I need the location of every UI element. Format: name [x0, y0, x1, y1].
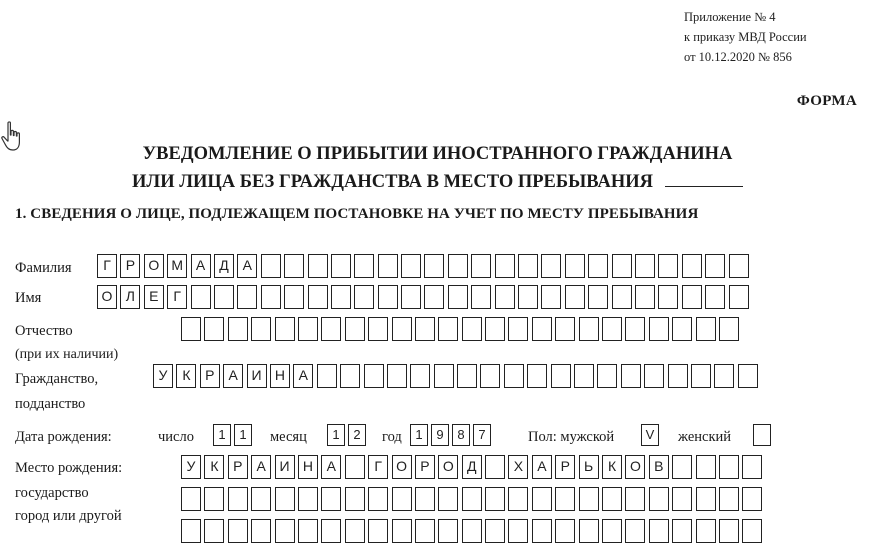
- letter-box[interactable]: [579, 487, 599, 511]
- letter-box[interactable]: [401, 285, 421, 309]
- letter-box[interactable]: [649, 317, 669, 341]
- letter-box[interactable]: [532, 317, 552, 341]
- letter-box[interactable]: Р: [415, 455, 435, 479]
- letter-box[interactable]: [532, 519, 552, 543]
- letter-box[interactable]: [321, 487, 341, 511]
- male-checkbox[interactable]: [641, 424, 662, 446]
- letter-box[interactable]: [612, 285, 632, 309]
- letter-box[interactable]: [378, 285, 398, 309]
- letter-box[interactable]: К: [602, 455, 622, 479]
- letter-box[interactable]: [308, 254, 328, 278]
- letter-box[interactable]: Р: [555, 455, 575, 479]
- letter-box[interactable]: [368, 519, 388, 543]
- letter-box[interactable]: [602, 317, 622, 341]
- letter-box[interactable]: 1: [213, 424, 231, 446]
- form-title: [0, 140, 875, 196]
- letter-box[interactable]: [518, 285, 538, 309]
- letter-box[interactable]: [485, 317, 505, 341]
- letter-box[interactable]: [298, 317, 318, 341]
- letter-box[interactable]: Н: [270, 364, 290, 388]
- letter-box[interactable]: [658, 254, 678, 278]
- letter-box[interactable]: Р: [120, 254, 140, 278]
- letter-box[interactable]: [696, 519, 716, 543]
- birth-date-label: Дата рождения:: [15, 429, 112, 445]
- letter-box[interactable]: 9: [431, 424, 449, 446]
- letter-box[interactable]: [541, 254, 561, 278]
- letter-box[interactable]: [284, 254, 304, 278]
- letter-box[interactable]: 8: [452, 424, 470, 446]
- letter-box[interactable]: [448, 254, 468, 278]
- letter-box[interactable]: [705, 285, 725, 309]
- sex-male-label: Пол: мужской: [528, 429, 615, 445]
- letter-box[interactable]: [551, 364, 571, 388]
- letter-box[interactable]: [602, 519, 622, 543]
- letter-box[interactable]: [672, 519, 692, 543]
- month-label: месяц: [270, 429, 307, 445]
- letter-box[interactable]: [649, 487, 669, 511]
- letter-box[interactable]: М: [167, 254, 187, 278]
- birthplace-label: Место рождения:: [15, 460, 123, 476]
- letter-box[interactable]: [204, 519, 224, 543]
- letter-box[interactable]: Х: [508, 455, 528, 479]
- citizenship-label: Гражданство,: [15, 371, 99, 387]
- letter-box[interactable]: [251, 519, 271, 543]
- letter-box[interactable]: Н: [298, 455, 318, 479]
- letter-box[interactable]: [541, 285, 561, 309]
- letter-box[interactable]: А: [251, 455, 271, 479]
- letter-box[interactable]: [251, 487, 271, 511]
- letter-box[interactable]: [462, 487, 482, 511]
- letter-box[interactable]: [729, 285, 749, 309]
- letter-box[interactable]: [691, 364, 711, 388]
- letter-box[interactable]: [602, 487, 622, 511]
- letter-box[interactable]: [485, 487, 505, 511]
- letter-box[interactable]: О: [144, 254, 164, 278]
- letter-box[interactable]: [719, 519, 739, 543]
- patronymic-note: (при их наличии): [15, 347, 119, 362]
- letter-box[interactable]: [204, 317, 224, 341]
- letter-box[interactable]: [448, 285, 468, 309]
- letter-box[interactable]: [705, 254, 725, 278]
- year-label: год: [382, 429, 402, 445]
- letter-box[interactable]: [364, 364, 384, 388]
- letter-box[interactable]: [672, 487, 692, 511]
- letter-box[interactable]: [672, 455, 692, 479]
- letter-box[interactable]: [555, 487, 575, 511]
- letter-box[interactable]: [284, 285, 304, 309]
- letter-box[interactable]: [387, 364, 407, 388]
- letter-box[interactable]: Р: [228, 455, 248, 479]
- letter-box[interactable]: Е: [144, 285, 164, 309]
- letter-box[interactable]: [345, 455, 365, 479]
- letter-box[interactable]: К: [204, 455, 224, 479]
- sex-female-label: женский: [678, 429, 732, 445]
- letter-box[interactable]: О: [438, 455, 458, 479]
- letter-box[interactable]: [471, 285, 491, 309]
- letter-box[interactable]: [555, 317, 575, 341]
- letter-box[interactable]: Д: [462, 455, 482, 479]
- letter-box[interactable]: [714, 364, 734, 388]
- birthplace-boxes-2[interactable]: [181, 487, 762, 511]
- section-1-heading: 1. СВЕДЕНИЯ О ЛИЦЕ, ПОДЛЕЖАЩЕМ ПОСТАНОВКЕ НА УЧЕТ ПО МЕСТУ ПРЕБЫВАНИЯ: [15, 206, 699, 222]
- letter-box[interactable]: [485, 519, 505, 543]
- letter-box[interactable]: [635, 285, 655, 309]
- letter-box[interactable]: [742, 519, 762, 543]
- letter-box[interactable]: [508, 487, 528, 511]
- letter-box[interactable]: [298, 487, 318, 511]
- letter-box[interactable]: [424, 254, 444, 278]
- letter-box[interactable]: [204, 487, 224, 511]
- letter-box[interactable]: 1: [327, 424, 345, 446]
- letter-box[interactable]: [682, 254, 702, 278]
- annex-line-2: к приказу МВД России: [684, 30, 807, 44]
- letter-box[interactable]: 1: [410, 424, 428, 446]
- male-sex-box[interactable]: V: [641, 424, 659, 446]
- letter-box[interactable]: К: [176, 364, 196, 388]
- letter-box[interactable]: [625, 519, 645, 543]
- letter-box[interactable]: А: [223, 364, 243, 388]
- letter-box[interactable]: 1: [234, 424, 252, 446]
- letter-box[interactable]: [480, 364, 500, 388]
- letter-box[interactable]: [181, 519, 201, 543]
- letter-box[interactable]: [625, 487, 645, 511]
- letter-box[interactable]: Р: [200, 364, 220, 388]
- letter-box[interactable]: [574, 364, 594, 388]
- letter-box[interactable]: [228, 487, 248, 511]
- letter-box[interactable]: [392, 487, 412, 511]
- letter-box[interactable]: [261, 285, 281, 309]
- letter-box[interactable]: Г: [97, 254, 117, 278]
- letter-box[interactable]: [354, 285, 374, 309]
- letter-box[interactable]: [331, 285, 351, 309]
- letter-box[interactable]: [565, 254, 585, 278]
- birth-day-boxes[interactable]: [213, 424, 255, 446]
- letter-box[interactable]: [565, 285, 585, 309]
- letter-box[interactable]: [317, 364, 337, 388]
- letter-box[interactable]: В: [649, 455, 669, 479]
- letter-box[interactable]: [518, 254, 538, 278]
- letter-box[interactable]: [579, 317, 599, 341]
- letter-box[interactable]: [345, 519, 365, 543]
- letter-box[interactable]: [340, 364, 360, 388]
- letter-box[interactable]: [251, 317, 271, 341]
- letter-box[interactable]: [368, 317, 388, 341]
- letter-box[interactable]: О: [97, 285, 117, 309]
- letter-box[interactable]: [738, 364, 758, 388]
- forma-label: ФОРМА: [796, 93, 857, 109]
- letter-box[interactable]: [644, 364, 664, 388]
- letter-box[interactable]: [668, 364, 688, 388]
- letter-box[interactable]: [729, 254, 749, 278]
- letter-box[interactable]: [527, 364, 547, 388]
- letter-box[interactable]: [228, 519, 248, 543]
- letter-box[interactable]: [485, 455, 505, 479]
- letter-box[interactable]: И: [275, 455, 295, 479]
- letter-box[interactable]: И: [247, 364, 267, 388]
- letter-box[interactable]: [415, 519, 435, 543]
- letter-box[interactable]: [410, 364, 430, 388]
- letter-box[interactable]: А: [237, 254, 257, 278]
- letter-box[interactable]: А: [532, 455, 552, 479]
- letter-box[interactable]: [345, 317, 365, 341]
- letter-box[interactable]: [495, 285, 515, 309]
- annex-line-3: от 10.12.2020 № 856: [684, 50, 792, 64]
- letter-box[interactable]: [612, 254, 632, 278]
- letter-box[interactable]: [214, 285, 234, 309]
- letter-box[interactable]: [672, 317, 692, 341]
- birthplace-country-label: государство: [15, 485, 89, 501]
- letter-box[interactable]: [508, 519, 528, 543]
- birthplace-city-label: город или другой: [15, 508, 122, 524]
- letter-box[interactable]: [495, 254, 515, 278]
- letter-box[interactable]: [415, 317, 435, 341]
- letter-box[interactable]: [682, 285, 702, 309]
- letter-box[interactable]: [658, 285, 678, 309]
- letter-box[interactable]: [504, 364, 524, 388]
- letter-box[interactable]: [462, 519, 482, 543]
- annex-note: [684, 7, 807, 67]
- letter-box[interactable]: [237, 285, 257, 309]
- letter-box[interactable]: [181, 317, 201, 341]
- letter-box[interactable]: [401, 254, 421, 278]
- day-label: число: [158, 429, 194, 445]
- letter-box[interactable]: [434, 364, 454, 388]
- letter-box[interactable]: [719, 455, 739, 479]
- letter-box[interactable]: [508, 317, 528, 341]
- letter-box[interactable]: [621, 364, 641, 388]
- letter-box[interactable]: [331, 254, 351, 278]
- patronymic-boxes[interactable]: [181, 317, 739, 341]
- letter-box[interactable]: [471, 254, 491, 278]
- letter-box[interactable]: [392, 317, 412, 341]
- letter-box[interactable]: Г: [368, 455, 388, 479]
- name-label: Имя: [15, 290, 42, 306]
- female-checkbox[interactable]: [753, 424, 774, 446]
- letter-box[interactable]: [392, 519, 412, 543]
- letter-box[interactable]: [275, 519, 295, 543]
- letter-box[interactable]: [321, 317, 341, 341]
- birthplace-boxes-3[interactable]: [181, 519, 762, 543]
- letter-box[interactable]: [457, 364, 477, 388]
- letter-box[interactable]: [597, 364, 617, 388]
- letter-box[interactable]: [696, 487, 716, 511]
- birth-year-boxes[interactable]: [410, 424, 494, 446]
- letter-box[interactable]: А: [293, 364, 313, 388]
- letter-box[interactable]: [742, 487, 762, 511]
- letter-box[interactable]: [415, 487, 435, 511]
- letter-box[interactable]: [742, 455, 762, 479]
- surname-boxes[interactable]: [97, 254, 749, 278]
- letter-box[interactable]: [261, 254, 281, 278]
- surname-label: Фамилия: [15, 260, 72, 276]
- letter-box[interactable]: [625, 317, 645, 341]
- letter-box[interactable]: [298, 519, 318, 543]
- letter-box[interactable]: [275, 317, 295, 341]
- letter-box[interactable]: [368, 487, 388, 511]
- letter-box[interactable]: [354, 254, 374, 278]
- letter-box[interactable]: [719, 317, 739, 341]
- letter-box[interactable]: [588, 254, 608, 278]
- letter-box[interactable]: [321, 519, 341, 543]
- letter-box[interactable]: Д: [214, 254, 234, 278]
- letter-box[interactable]: [228, 317, 248, 341]
- name-boxes[interactable]: [97, 285, 749, 309]
- letter-box[interactable]: [378, 254, 398, 278]
- annex-line-1: Приложение № 4: [684, 10, 776, 24]
- letter-box[interactable]: [719, 487, 739, 511]
- letter-box[interactable]: У: [181, 455, 201, 479]
- letter-box[interactable]: [308, 285, 328, 309]
- title-line-1: УВЕДОМЛЕНИЕ О ПРИБЫТИИ ИНОСТРАННОГО ГРАЖДАНИНА: [142, 144, 733, 164]
- letter-box[interactable]: А: [191, 254, 211, 278]
- birth-month-boxes[interactable]: [327, 424, 369, 446]
- birthplace-boxes-1[interactable]: [181, 455, 762, 479]
- letter-box[interactable]: [579, 519, 599, 543]
- letter-box[interactable]: [555, 519, 575, 543]
- letter-box[interactable]: [275, 487, 295, 511]
- letter-box[interactable]: А: [321, 455, 341, 479]
- letter-box[interactable]: [438, 317, 458, 341]
- female-sex-box[interactable]: [753, 424, 771, 446]
- letter-box[interactable]: [635, 254, 655, 278]
- letter-box[interactable]: 2: [348, 424, 366, 446]
- letter-box[interactable]: [438, 519, 458, 543]
- letter-box[interactable]: [424, 285, 444, 309]
- letter-box[interactable]: [532, 487, 552, 511]
- letter-box[interactable]: [181, 487, 201, 511]
- title-line-2: ИЛИ ЛИЦА БЕЗ ГРАЖДАНСТВА В МЕСТО ПРЕБЫВАНИЯ: [132, 172, 653, 192]
- letter-box[interactable]: У: [153, 364, 173, 388]
- letter-box[interactable]: [462, 317, 482, 341]
- letter-box[interactable]: [696, 455, 716, 479]
- citizenship-label-2: подданство: [15, 396, 86, 412]
- letter-box[interactable]: Ь: [579, 455, 599, 479]
- letter-box[interactable]: [345, 487, 365, 511]
- letter-box[interactable]: [588, 285, 608, 309]
- letter-box[interactable]: [438, 487, 458, 511]
- letter-box[interactable]: 7: [473, 424, 491, 446]
- citizenship-boxes[interactable]: [153, 364, 758, 388]
- patronymic-label: Отчество: [15, 323, 73, 339]
- letter-box[interactable]: [649, 519, 669, 543]
- letter-box[interactable]: [696, 317, 716, 341]
- letter-box[interactable]: О: [625, 455, 645, 479]
- title-blank-line: [665, 168, 743, 187]
- letter-box[interactable]: Г: [167, 285, 187, 309]
- letter-box[interactable]: Л: [120, 285, 140, 309]
- letter-box[interactable]: О: [392, 455, 412, 479]
- letter-box[interactable]: [191, 285, 211, 309]
